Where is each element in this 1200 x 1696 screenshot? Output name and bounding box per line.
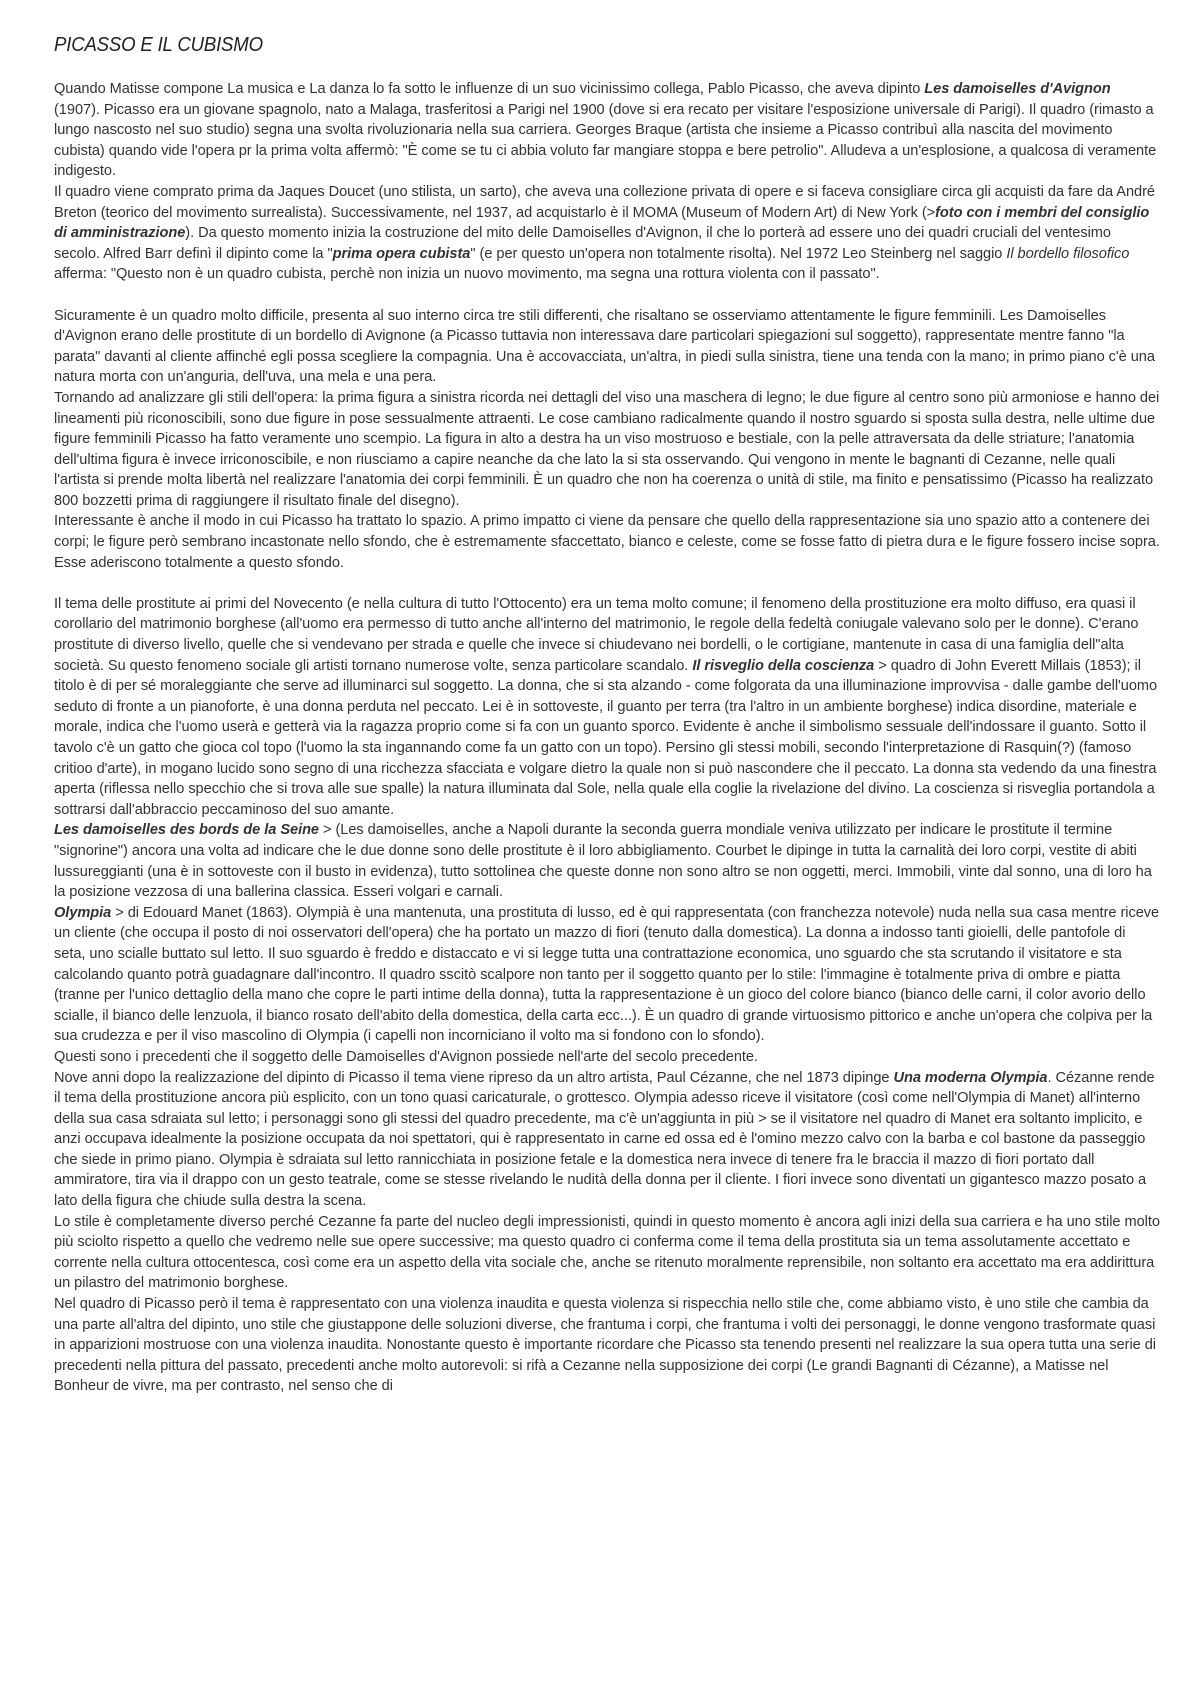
paragraph [54, 182, 1160, 285]
text-run: Questi sono i precedenti che il soggetto delle Damoiselles d'Avignon possiede nell'arte del secolo precedente. [54, 1048, 758, 1065]
emphasized-text: Les damoiselles des bords de la Seine [54, 822, 319, 839]
text-run: ). Da questo momento inizia la costruzione del mito delle Damoiselles d'Avignon, il che lo porterà ad essere uno dei quadri cruciali del ventesimo secolo. Alfred Barr definì il dipinto come la " [54, 225, 1111, 262]
paragraph [54, 820, 1160, 902]
document-body [54, 79, 1160, 1397]
text-run: . Cézanne rende il tema della prostituzione ancora più esplicito, con un tono quasi caricaturale, o grottesco. Olympia adesso riceve il visitatore (così come nell'Olympia di Manet) all'interno della sua casa sdraiata sul letto; i personaggi sono gli stessi del quadro precedente, ma c'è un'aggiunta in più > se il visitatore nel quadro di Manet era soltanto implicito, e anzi occupava idealmente la posizione occupata da noi spettatori, qui è rappresentato in carne ed ossa ed è l'omino mezzo calvo con la barba e col bastone da passeggio che siede in primo piano. Olympia è sdraiata sul letto rannicchiata in posizione fetale e la domestica nera invece di tenere fra le braccia il mazzo di fiori portato dall ammiratore, tira via il drappo con un gesto teatrale, come se stesse rivelando le nudità della donna per il cliente. I fiori invece sono diventati un gigantesco mazzo posato a lato della figura che chiude sulla destra la scena. [54, 1069, 1155, 1210]
text-run: Tornando ad analizzare gli stili dell'opera: la prima figura a sinistra ricorda nei dettagli del viso una maschera di legno; le due figure al centro sono più armoniose e hanno dei lineamenti più riconoscibili, sono due figure in pose sessualmente attraenti. Le cose cambiano radicalmente quando il nostro sguardo si sposta sulla destra, nelle ultime due figure femminili Picasso ha fatto veramente uno scempio. La figura in alto a destra ha un viso mostruoso e bestiale, con la pelle attraversata da delle striature; l'anatomia dell'ultima figura è invece irriconoscibile, e non riusciamo a capire neanche da che lato la si sta osservando. Qui vengono in mente le bagnanti di Cezanne, nelle quali l'artista si prende molta libertà nel realizzare l'anatomia dei corpi femminili. È un quadro che non ha coerenza o unità di stile, ma finito e pensatissimo (Picasso ha realizzato 800 bozzetti prima di raggiungere il risultato finale del disegno). [54, 389, 1160, 509]
emphasized-text: Una moderna Olympia [893, 1069, 1048, 1086]
paragraph [54, 511, 1160, 573]
paragraph [54, 594, 1160, 821]
paragraph [54, 306, 1160, 388]
paragraph [54, 388, 1160, 512]
text-run: Lo stile è completamente diverso perché Cezanne fa parte del nucleo degli impressionisti, quindi in questo momento è ancora agli inizi della sua carriera e ha uno stile molto più sciolto rispetto a quello che vedremo nelle sue opere successive; ma questo quadro ci conferma come il tema della prostituta sia un tema assolutamente accettato e corrente nella cultura ottocentesca, così come era un aspetto della vita sociale che, anche se ritenuto moralmente reprensibile, non soltanto era accettato ma era addirittura un pilastro del matrimonio borghese. [54, 1213, 1160, 1292]
emphasized-text: prima opera cubista [332, 245, 471, 262]
paragraph [54, 903, 1160, 1047]
text-run: (1907). Picasso era un giovane spagnolo, nato a Malaga, trasferitosi a Parigi nel 1900 (dove si era recato per visitare l'esposizione universale di Parigi). Il quadro (rimasto a lungo nascosto nel suo studio) segna una svolta rivoluzionaria nella sua carriera. Georges Braque (artista che insieme a Picasso contribuì alla nascita del movimento cubista) quando vide l'opera pr la prima volta affermò: "È come se tu ci abbia voluto far mangiare stoppa e bere petrolio". Alludeva a un'esplosione, a qualcosa di veramente indigesto. [54, 101, 1157, 180]
emphasized-text: Olympia [54, 904, 112, 921]
text-run: Quando Matisse compone La musica e La danza lo fa sotto le influenze di un suo vicinissimo collega, Pablo Picasso, che aveva dipinto [54, 81, 925, 97]
paragraph [54, 1212, 1160, 1294]
emphasized-text: Il risveglio della coscienza [692, 657, 875, 674]
paragraph [54, 1068, 1160, 1212]
text-run: Nel quadro di Picasso però il tema è rappresentato con una violenza inaudita e questa violenza si rispecchia nello stile che, come abbiamo visto, è uno stile che cambia da una parte all'altra del dipinto, uno stile che giustappone delle soluzioni diverse, che frantuma i corpi, che frantuma i volti dei personaggi, le donne vengono trasformate quasi in apparizioni mostruose con una violenza inaudita. Nonostante questo è importante ricordare che Picasso sta tenendo presenti nel realizzare la sua opera tutta una serie di precedenti nella pittura del passato, precedenti anche molto autorevoli: si rifà a Cezanne nella supposizione dei corpi (Le grandi Bagnanti di Cézanne), a Matisse nel Bonheur de vivre, ma per contrasto, nel senso che di [54, 1296, 1157, 1395]
paragraph [54, 1294, 1160, 1397]
paragraph [54, 79, 1160, 182]
text-run: Nove anni dopo la realizzazione del dipinto di Picasso il tema viene ripreso da un altro artista, Paul Cézanne, che nel 1873 dipinge [54, 1069, 894, 1086]
text-run: " (e per questo un'opera non totalmente risolta). Nel 1972 Leo Steinberg nel saggio [470, 245, 1007, 262]
text-run: > (Les damoiselles, anche a Napoli durante la seconda guerra mondiale veniva utilizzato per indicare le prostitute il termine "signorine") ancora una volta ad indicare che le due donne sono delle prostitute è il loro abbigliamento. Courbet le dipinge in tutta la carnalità dei loro corpi, vestite di abiti lussureggianti (una è in sottoveste con il busto in evidenza), tutto sottolinea che queste donne non sono altro se non oggetti, merci. Immobili, vinte dal sonno, una di loro ha la posizione vezzosa di una ballerina classica. Esseri volgari e carnali. [54, 822, 1152, 901]
paragraph-spacer [54, 285, 1160, 306]
document-title: PICASSO E IL CUBISMO [54, 34, 263, 56]
paragraph-spacer [54, 573, 1160, 594]
text-run: Interessante è anche il modo in cui Picasso ha trattato lo spazio. A primo impatto ci viene da pensare che quello della rappresentazione sia uno spazio atto a contenere dei corpi; le figure però sembrano incastonate nello sfondo, che è estremamente sfaccettato, bianco e celeste, come se fosse fatto di pietra dura e le figure fossero incise sopra. Esse aderiscono totalmente a questo sfondo. [54, 513, 1160, 571]
text-run: Il tema delle prostitute ai primi del Novecento (e nella cultura di tutto l'Ottocento) era un tema molto comune; il fenomeno della prostituzione era molto diffuso, era quasi il corollario del matrimonio borghese (all'uomo era permesso di tutto anche all'interno del matrimonio, le regole della fedeltà coniugale valevano solo per le donne). C'erano prostitute di diverso livello, quelle che si vendevano per strada e quelle che invece si chiudevano nei bordelli, o le cortigiane, mantenute in casa di una famiglia dell"alta società. Su questo fenomeno sociale gli artisti tornano numerose volte, senza particolare scandalo. [54, 595, 1139, 674]
paragraph [54, 1047, 1160, 1068]
text-run: Sicuramente è un quadro molto difficile, presenta al suo interno circa tre stili differenti, che risaltano se osserviamo attentamente le figure femminili. Les Damoiselles d'Avignon erano delle prostitute di un bordello di Avignone (a Picasso tuttavia non interessava dare particolari spiegazioni sul soggetto), rappresentate mentre fanno "la parata" davanti al cliente affinché egli possa scegliere la compagnia. Una è accovacciata, un'altra, in piedi sulla sinistra, tiene una tenda con la mano; in primo piano c'è una natura morta con un'anguria, dell'uva, una mela e una pera. [54, 307, 1155, 386]
emphasized-text: Les damoiselles d'Avignon [924, 81, 1111, 97]
text-run: Il quadro viene comprato prima da Jaques Doucet (uno stilista, un sarto), che aveva una collezione privata di opere e si faceva consigliare circa gli acquisti da fare da André Breton (teorico del movimento surrealista). Successivamente, nel 1937, ad acquistarlo è il MOMA (Museum of Modern Art) di New York (> [54, 183, 1155, 221]
text-run: afferma: "Questo non è un quadro cubista, perchè non inizia un nuovo movimento, ma segna una rottura violenta con il passato". [54, 266, 880, 283]
emphasized-text: Il bordello filosofico [1006, 245, 1130, 262]
emphasized-text: foto con i membri del consiglio di amministrazione [54, 204, 1150, 242]
text-run: > di Edouard Manet (1863). Olympià è una mantenuta, una prostituta di lusso, ed è qui rappresentata (con franchezza notevole) nuda nella sua casa mentre riceve un cliente (che occupa il posto di noi osservatori dell'opera) che ha portato un mazzo di fiori (tenuto dalla domestica). La donna a indosso tanti gioielli, delle pantofole di seta, uno scialle buttato sul letto. Il suo sguardo è freddo e distaccato e vi si legge tutta una contrattazione economica, uno sguardo che sta scrutando il visitatore e sta calcolando quanto potrà guadagnare dall'incontro. Il quadro sscitò scalpore non tanto per il soggetto quanto per lo stile: l'immagine è totalmente priva di ombre e piatta (tranne per l'unico dettaglio della mano che copre le parti intime della donna), tutta la rappresentazione è un gioco del colore bianco (bianco delle carni, il color avorio dello scialle, il bianco delle lenzuola, il bianco rosato dell'abito della domestica, della carta ecc...). È un quadro di grande virtuosismo pittorico e anche un'opera che colpiva per la sua crudezza e per il viso mascolino di Olympia (i capelli non incorniciano il volto ma si fondono con lo sfondo). [54, 904, 1160, 1045]
text-run: > quadro di John Everett Millais (1853); il titolo è di per sé moraleggiante che serve ad illuminarci sul soggetto. La donna, che si sta alzando - come folgorata da una illuminazione improvvisa - dalle gambe dell'uomo seduto di fronte a un pianoforte, è una donna perduta nel peccato. Lei è in sottoveste, il guanto per terra (tra l'altro in un ambiente borghese) indica disordine, materiale e morale, indica che l'uomo userà e getterà via la ragazza proprio come si fa con un guanto sporco. Evidente è anche il simbolismo sessuale dell'indossare il guanto. Sotto il tavolo c'è un gatto che gioca col topo (l'uomo la sta ingannando come fa un gatto con un topo). Persino gli stessi mobili, secondo l'interpretazione di Rasquin(?) (famoso critioo d'arte), in mogano lucido sono segno di una ricchezza sfacciata e volgare dietro la quale non si può nascondere che il peccato. La donna sta vedendo da una finestra aperta (riflessa nello specchio che si trova alle sue spalle) la natura illuminata dal Sole, nella quale ella coglie la rivelazione del divino. La coscienza si risveglia portandola a sottrarsi dall'abbraccio peccaminoso del suo amante. [54, 657, 1158, 818]
